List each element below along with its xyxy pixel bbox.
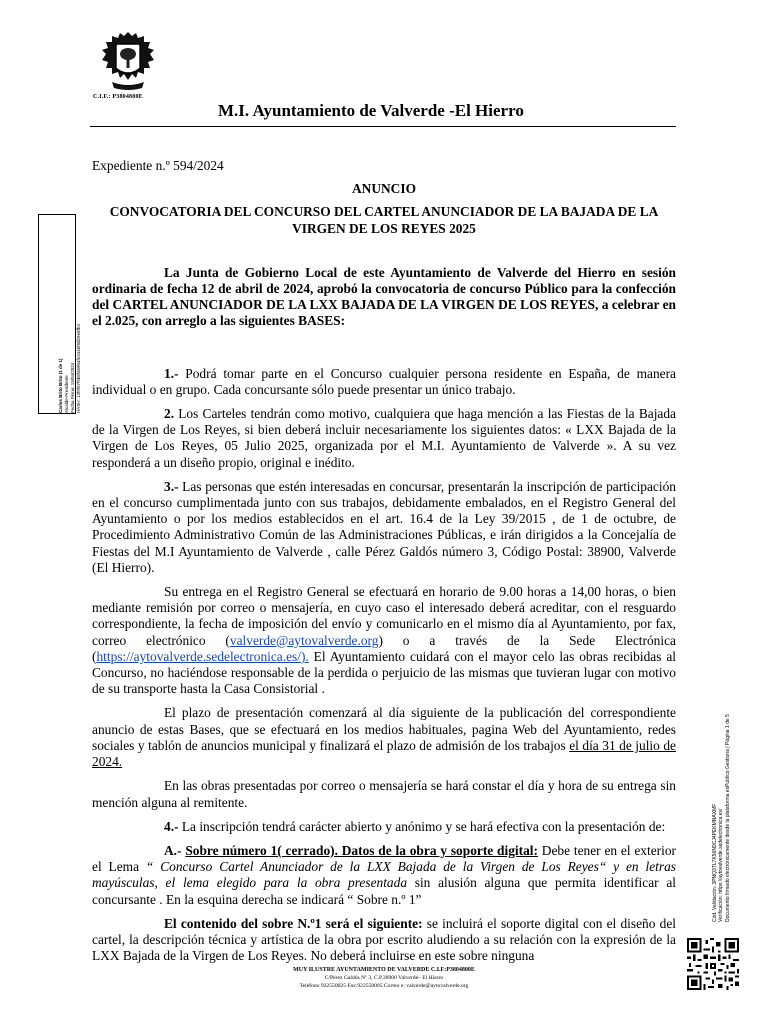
validation-code: Cód. Validación: 3PNQ3TL7K56N9CJ4PEKMNAXMF <box>712 803 718 922</box>
document-body <box>92 158 676 972</box>
envelope-1-content-paragraph <box>92 916 676 965</box>
deadline-paragraph <box>92 705 676 770</box>
delivery-text-a: Su entrega en el Registro General se efectuará en horario de 9.00 horas a 14,00 horas, o bien mediante remisión por correo o mensajería, en cuyo caso el interesado deberá acreditar, con el resguardo correspondiente, la fecha de imposición del envío y comunicarlo en el mismo día al Ayuntamiento, por fax, correo electrónico ( <box>92 584 676 648</box>
email-link[interactable]: valverde@aytovalverde.org <box>229 632 379 648</box>
header-divider <box>90 126 676 127</box>
envelope-1-paragraph <box>92 843 676 908</box>
delivery-paragraph <box>92 584 676 697</box>
deadline-date: el día 31 de julio de 2024. <box>92 737 676 770</box>
envelope-1-text-b: sin alusión alguna que permita identificar al concursante . En la esquina derecha se indicará “ Sobre n.º 1” <box>92 875 676 907</box>
base-3-paragraph <box>92 479 676 576</box>
signature-hash: HASH: 13f9f97f9b8f46904fe3446f8d29e8fb3 <box>76 324 81 413</box>
base-1-text: Podrá tomar parte en el Concurso cualquier persona residente en España, de manera individual o en grupo. Cada concursante sólo puede presentar un único trabajo. <box>92 365 676 397</box>
envelope-1-title: Sobre número 1( cerrado). Datos de la obra y soporte digital: <box>185 842 538 858</box>
footer-address: C/Pérez Galdós Nº 3, C.P.38900 Valverde– El Hierro <box>324 975 444 982</box>
page-title: M.I. Ayuntamiento de Valverde -El Hierro <box>218 101 524 120</box>
base-2-text: Los Carteles tendrán como motivo, cualquiera que haga mención a las Fiestas de la Bajada de la Virgen de Los Reyes, si bien deberá incluir necesariamente los siguientes datos: « LXX Bajada de la Virgen de Los Reyes, 05 Julio 2025, organizada por el M.I. Ayuntamiento de Valverde ». A su vez responderá a un diseño propio, original e inédito. <box>92 406 676 470</box>
signer-name: Carlos Brito Brito (1 de 1) <box>58 358 63 413</box>
convocatoria-title: CONVOCATORIA DEL CONCURSO DEL CARTEL ANUNCIADOR DE LA BAJADA DE LA VIRGEN DE LOS REYES 2025 <box>109 204 659 236</box>
base-4-text: La inscripción tendrá carácter abierto y anónimo y se hará efectiva con la presentación de: <box>178 818 666 834</box>
base-4-number: 4.- <box>164 818 179 834</box>
base-2-paragraph <box>92 406 676 471</box>
deadline-text: El plazo de presentación comenzará al día siguiente de la publicación del correspondiente anuncio de estas Bases, que se efectuará en los medios habituales, pagina Web del Ayuntamiento, redes sociales y tablón de anuncios municipal y finalizará el plazo de admisión de los trabajos <box>92 705 676 753</box>
base-1-paragraph <box>92 366 676 398</box>
verification-text <box>712 642 731 922</box>
base-1-number: 1.- <box>164 365 179 381</box>
base-4-paragraph <box>92 819 676 835</box>
verification-url: Verificación: https://aytovalverde.sedelectronica.es/ <box>718 808 725 922</box>
mail-delivery-paragraph: En las obras presentadas por correo o mensajería se hará constar el día y hora de su entrega sin mención alguna al remitente. <box>92 778 676 810</box>
signature-text <box>58 223 82 413</box>
footer-contact: Teléfono 922550025 Fax:922550005 Correo e: valverde@aytovalverde.org <box>299 983 469 990</box>
cif-label: C.I.F.: P3804800E <box>93 94 143 100</box>
base-3-number: 3.- <box>164 478 179 494</box>
envelope-1-content-text: se incluirá el soporte digital con el diseño del cartel, la descripción técnica y artística de la obra por escrito aludiendo a su relación con la expresión de la LXX Bajada de la Virgen de Los Reyes. No deberá incluirse en este sobre ninguna <box>92 915 676 964</box>
signature-date: Fecha Firma: 19/04/2024 <box>70 362 75 413</box>
page-footer <box>0 966 768 991</box>
envelope-1-content-label: El contenido del sobre N.º1 será el siguiente: <box>164 915 423 931</box>
intro-paragraph: La Junta de Gobierno Local de este Ayuntamiento de Valverde del Hierro en sesión ordinaria de fecha 12 de abril de 2024, aprobó la convocatoria de concurso Público para la confección del CARTEL ANUNCIADOR DE LA LXX BAJADA DE LA VIRGEN DE LOS REYES, a celebrar en el 2.025, con arreglo a las siguientes BASES: <box>92 264 676 329</box>
base-2-number: 2. <box>164 406 175 422</box>
signature-box <box>38 214 81 414</box>
signed-document-note: Documento firmado electrónicamente desde la plataforma esPublico Gestiona | Página 1 de 5 <box>724 714 731 922</box>
footer-organization: MUY ILUSTRE AYUNTAMIENTO DE VALVERDE C.I.F:P3804800E <box>293 967 475 973</box>
expediente-number: Expediente n.º 594/2024 <box>92 158 224 173</box>
announcement-heading: ANUNCIO <box>352 181 416 197</box>
envelope-1-motto: “ Concurso Cartel Anunciador de la LXX Bajada de la Virgen de Los Reyes“ y en letras mayúsculas, el lema elegido para la obra presentada <box>92 859 676 891</box>
delivery-text-b: ) o a través de la Sede Electrónica ( <box>92 632 676 664</box>
coat-of-arms-logo <box>98 30 158 94</box>
base-3-text: Las personas que estén interesadas en concursar, presentarán la inscripción de participación en el concurso cumplimentada junto con sus trabajos, debidamente embalados, en el Registro General del Ayuntamiento o por los medios establecidos en el art. 16.4 de la Ley 39/2015 , de 1 de octubre, de Procedimiento Administrativo Común de las Administraciones Públicas, e irán dirigidos a la Concejalía de Fiestas del M.I Ayuntamiento de Valverde , calle Pérez Galdós número 3, Código Postal: 38900, Valverde (El Hierro). <box>92 478 676 575</box>
envelope-1-text-a: Debe tener en el exterior el Lema <box>92 842 677 875</box>
delivery-text-c: El Ayuntamiento cuidará con el mayor celo las obras recibidas al Concurso, no haciéndose responsable de la perdida o perjuicio de las mismas que tuvieran lugar con motivo de su transporte hasta la Casa Consistorial . <box>92 648 676 697</box>
signer-role: Alcalde-Presidente <box>64 375 69 413</box>
sede-electronica-link[interactable]: https://aytovalverde.sedelectronica.es/). <box>96 648 309 664</box>
envelope-1-label: A.- <box>164 842 182 858</box>
